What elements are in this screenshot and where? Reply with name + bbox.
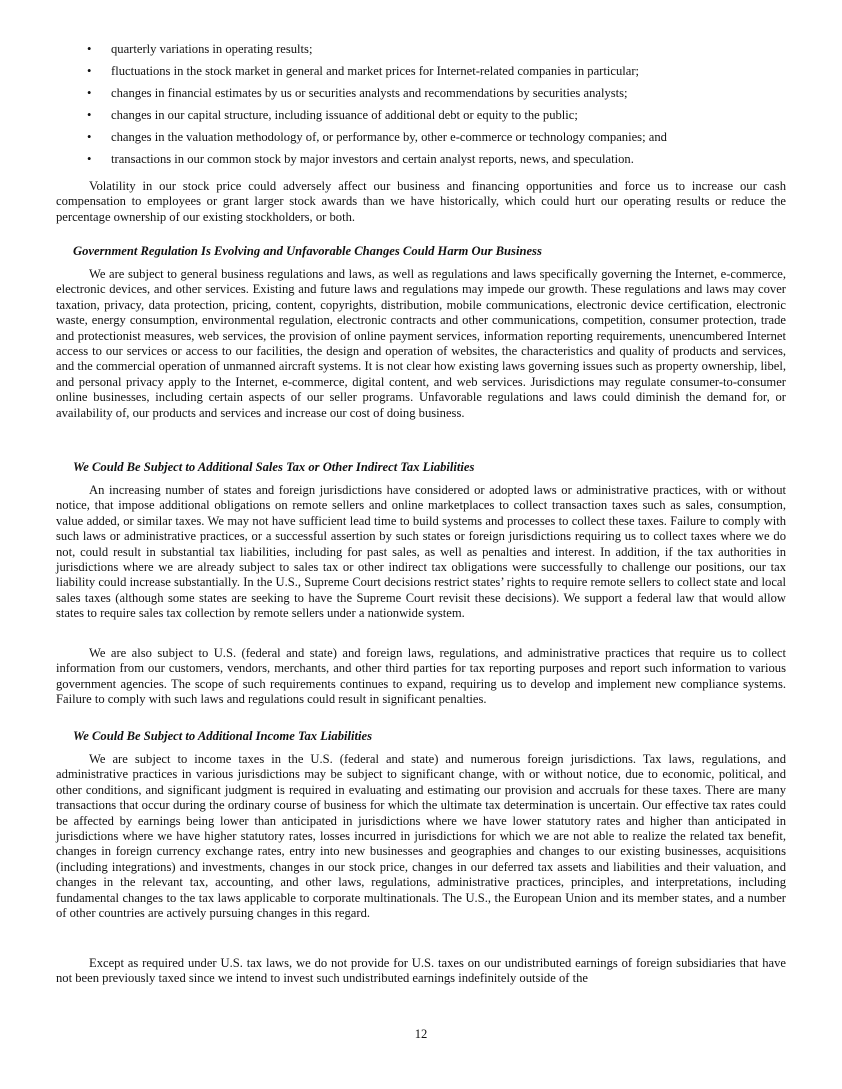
bullet-glyph: • — [87, 42, 92, 56]
bullet-glyph: • — [87, 152, 92, 166]
risk-factor-bullet-list — [56, 42, 786, 174]
income-tax-paragraph-1: We are subject to income taxes in the U.S. (federal and state) and numerous foreign jurisdictions. Tax laws, regulations, and administrative practices in various jurisdictions may be subject to significant change, with or without notice, due to economic, political, and other conditions, and significant judgment is required in evaluating and estimating our provision and accruals for these taxes. There are many transactions that occur during the ordinary course of business for which the ultimate tax determination is uncertain. Our effective tax rates could be affected by earnings being lower than anticipated in jurisdictions where we have lower statutory rates and higher than anticipated in jurisdictions where we have higher statutory rates, losses incurred in jurisdictions for which we are not able to realize the related tax benefit, changes in foreign currency exchange rates, entry into new businesses and geographies and changes to our existing businesses, acquisitions (including integrations) and investments, changes in our stock price, changes in our deferred tax assets and liabilities and their valuation, and changes in the relevant tax, accounting, and other laws, regulations, administrative practices, principles, and interpretations, including fundamental changes to the tax laws applicable to corporate multinationals. The U.S., the European Union and its member states, and a number of other countries are actively pursuing changes in this regard. — [56, 752, 786, 921]
list-item — [56, 130, 786, 152]
page-number: 12 — [414, 1027, 428, 1041]
bullet-text: quarterly variations in operating results; — [111, 42, 313, 56]
bullet-glyph: • — [87, 86, 92, 100]
sales-tax-paragraph-1: An increasing number of states and foreign jurisdictions have considered or adopted laws or administrative practices, with or without notice, that impose additional obligations on remote sellers and online marketplaces to collect transaction taxes such as sales, consumption, value added, or similar taxes. We may not have sufficient lead time to build systems and processes to collect these taxes. Failure to comply with such laws or administrative practices, or a successful assertion by such states or foreign jurisdictions requiring us to collect taxes where we do not, could result in substantial tax liabilities, including for past sales, as well as penalties and interest. In addition, if the tax authorities in jurisdictions where we are already subject to sales tax or other indirect tax obligations were successfully to challenge our positions, our tax liability could increase substantially. In the U.S., Supreme Court decisions restrict states’ rights to require remote sellers to collect state and local sales taxes (although some states are seeking to have the Supreme Court revisit these decisions). We support a federal law that would allow states to require sales tax collection by remote sellers under a nationwide system. — [56, 483, 786, 621]
bullet-text: changes in our capital structure, including issuance of additional debt or equity to the public; — [111, 108, 578, 122]
list-item — [56, 152, 786, 174]
list-item — [56, 42, 786, 64]
section-heading-sales-tax: We Could Be Subject to Additional Sales Tax or Other Indirect Tax Liabilities — [73, 460, 475, 474]
sales-tax-paragraph-2: We are also subject to U.S. (federal and state) and foreign laws, regulations, and administrative practices that require us to collect information from our customers, vendors, merchants, and other third parties for tax reporting purposes and report such information to various government agencies. The scope of such requirements continues to expand, requiring us to develop and implement new compliance systems. Failure to comply with such laws and regulations could result in significant penalties. — [56, 646, 786, 707]
section-heading-income-tax: We Could Be Subject to Additional Income Tax Liabilities — [73, 729, 373, 743]
volatility-paragraph: Volatility in our stock price could adversely affect our business and financing opportunities and force us to increase our cash compensation to employees or grant larger stock awards than we have historically, which could hurt our operating results or reduce the percentage ownership of our existing stockholders, or both. — [56, 179, 786, 224]
list-item — [56, 108, 786, 130]
government-regulation-paragraph: We are subject to general business regulations and laws, as well as regulations and laws specifically governing the Internet, e-commerce, electronic devices, and other services. Existing and future laws and regulations may impede our growth. These regulations and laws may cover taxation, privacy, data protection, pricing, content, copyrights, distribution, mobile communications, electronic device certification, electronic waste, energy consumption, environmental regulation, electronic contracts and other communications, competition, consumer protection, trade and protectionist measures, web services, the provision of online payment services, information reporting requirements, unencumbered Internet access to our services or access to our facilities, the design and operation of websites, the characteristics and quality of products and services, and the commercial operation of unmanned aircraft systems. It is not clear how existing laws governing issues such as property ownership, libel, and personal privacy apply to the Internet, e-commerce, digital content, and web services. Jurisdictions may regulate consumer-to-consumer online businesses, including certain aspects of our seller programs. Unfavorable regulations and laws could diminish the demand for, or availability of, our products and services and increase our cost of doing business. — [56, 267, 786, 420]
bullet-text: fluctuations in the stock market in general and market prices for Internet-related companies in particular; — [111, 64, 640, 78]
bullet-text: changes in financial estimates by us or securities analysts and recommendations by securities analysts; — [111, 86, 628, 100]
list-item — [56, 64, 786, 86]
bullet-text: changes in the valuation methodology of, or performance by, other e-commerce or technology companies; and — [111, 130, 667, 144]
bullet-text: transactions in our common stock by major investors and certain analyst reports, news, and speculation. — [111, 152, 634, 166]
bullet-glyph: • — [87, 130, 92, 144]
list-item — [56, 86, 786, 108]
bullet-glyph: • — [87, 108, 92, 122]
section-heading-government-regulation: Government Regulation Is Evolving and Unfavorable Changes Could Harm Our Business — [73, 244, 542, 258]
bullet-glyph: • — [87, 64, 92, 78]
income-tax-paragraph-2: Except as required under U.S. tax laws, we do not provide for U.S. taxes on our undistributed earnings of foreign subsidiaries that have not been previously taxed since we intend to invest such undistributed earnings indefinitely outside of the — [56, 956, 786, 986]
